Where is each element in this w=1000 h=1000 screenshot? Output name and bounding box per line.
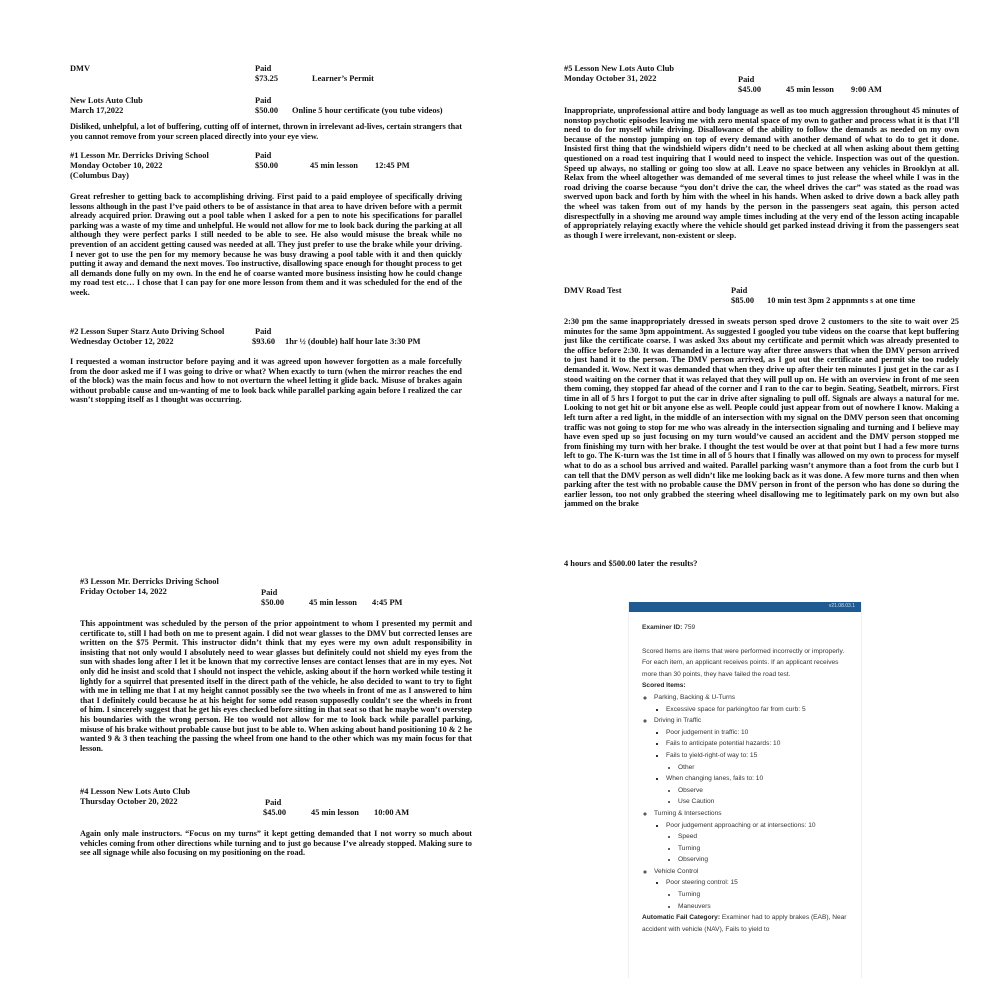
lesson1-paid: Paid	[255, 151, 272, 160]
scored-items-heading: Scored Items:	[642, 682, 686, 690]
lesson4-paid: Paid	[265, 798, 282, 807]
examiner-id-label: Examiner ID:	[642, 624, 683, 631]
lesson2-desc: 1hr ½ (double) half hour late 3:30 PM	[285, 337, 421, 346]
examiner-id-value: 759	[684, 624, 696, 631]
scored-subitem: • Use Caution	[678, 796, 849, 808]
lesson1-note: Great refresher to getting back to accomplishing driving. First paid to a paid employee of specifically driving lessons although in the past I’ve paid others to be of assistance in that area to have driven before with a permit already acquired prior. Drawing out a pool table when I asked for a pen to note his specifications for parallel parking was a waste of my time and unhelpful. He would not allow for me to look back during the parking at all although they were perfect parks I still needed to be able to see. He also would misuse the break while no prevention of an accident getting caused was needed at all. They just prefer to use the brake while your driving. I never got to use the pen for my memory because he was busy drawing a pool table with it and then quickly putting it away and demand the next moves. Too instructive, disallowing space enough for thought process to get all demands done fully on my own. In the end he of coarse wanted more business insisting how he could change my road test etc… I chose that I can pay for one more lesson from them and it was scheduled for the end of the week.	[70, 192, 462, 297]
scored-categories-list	[642, 692, 849, 912]
scored-item-label: Fails to yield-right-of way to: 15	[666, 751, 758, 759]
document-page-3	[30, 490, 492, 975]
lesson3-amount: $50.00	[261, 598, 285, 607]
scored-subitem: • Other	[678, 762, 849, 774]
lesson4-note: Again only male instructors. “Focus on my turns” it kept getting demanded that I not worry so much about vehicles coming from other directions while turning and to just go because I’ve already stopped. Making sure to see all signage while also focusing on my positioning on the road.	[80, 829, 472, 858]
scored-subitem: • Speed	[678, 831, 849, 843]
lesson5-date: Monday October 31, 2022	[564, 74, 657, 83]
lesson4-desc: 45 min lesson	[311, 808, 359, 817]
screenshot-body	[629, 612, 861, 935]
lesson3-date: Friday October 14, 2022	[80, 587, 167, 596]
closing-line: 4 hours and $500.00 later the results?	[564, 559, 698, 568]
scored-item: ▪ Fails to anticipate potential hazards: 10	[666, 738, 849, 750]
lesson1-amount: $50.00	[255, 161, 279, 170]
category-label: Driving in Traffic	[654, 717, 702, 725]
scored-subitem: • Observe	[678, 785, 849, 797]
document-page-2	[505, 40, 975, 585]
lesson1-date: Monday October 10, 2022	[70, 161, 163, 170]
road-test-label: DMV Road Test	[564, 286, 622, 295]
examiner-id	[642, 622, 849, 634]
newlots-label: New Lots Auto Club	[70, 96, 143, 105]
screenshot-header-bar	[629, 602, 861, 612]
dmv-label: DMV	[70, 64, 91, 73]
dmv-amount: $73.25	[255, 74, 279, 83]
scored-subitem: • Maneuvers	[678, 901, 849, 913]
lesson1-desc: 45 min lesson	[310, 161, 358, 170]
newlots-paid: Paid	[255, 96, 272, 105]
lesson1-time: 12:45 PM	[375, 161, 410, 170]
category-label: Parking, Backing & U-Turns	[654, 693, 736, 701]
scored-subitem: • Turning	[678, 889, 849, 901]
document-page-1	[42, 40, 482, 485]
lesson4-date: Thursday October 20, 2022	[80, 797, 178, 806]
lesson2-amount: $93.60	[252, 337, 276, 346]
lesson4-time: 10:00 AM	[374, 808, 410, 817]
category-item	[654, 692, 849, 715]
lesson3-time: 4:45 PM	[372, 598, 403, 607]
category-label: Turning & Intersections	[654, 809, 722, 817]
scored-item-label: When changing lanes, fails to: 10	[666, 775, 764, 783]
newlots-desc: Online 5 hour certificate (you tube videos)	[292, 106, 443, 115]
lesson5-amount: $45.00	[738, 85, 762, 94]
lesson4-label: #4 Lesson New Lots Auto Club	[80, 787, 191, 796]
lesson2-date: Wednesday October 12, 2022	[70, 337, 174, 346]
scored-item	[666, 820, 849, 866]
dmv-paid: Paid	[255, 64, 272, 73]
scored-item	[666, 750, 849, 773]
lesson3-paid: Paid	[261, 588, 278, 597]
lesson2-note: I requested a woman instructor before paying and it was agreed upon however forgotten as a male forcefully from the door asked me if I was going to drive or what? When exactly to turn (when the mirror reaches the end of the block) was the main focus and how to not overturn the wheel letting it glide back. Misuse of brakes again without probable cause and un-wanting of me to look back while parallel parking again before I realized the car wasn’t stopping itself as I thought was occurring.	[70, 357, 462, 405]
lesson5-time: 9:00 AM	[851, 85, 882, 94]
scored-item	[666, 877, 849, 912]
lesson3-label: #3 Lesson Mr. Derricks Driving School	[80, 577, 219, 586]
automatic-fail-text: Examiner had to apply brakes (EAB), Near accident with vehicle (NAV), Fails to yield to	[642, 914, 847, 933]
lesson1-label: #1 Lesson Mr. Derricks Driving School	[70, 151, 209, 160]
category-item	[654, 715, 849, 808]
version-label: v21.08.03.1	[828, 603, 855, 609]
lesson5-note: Inappropriate, unprofessional attire and body language as well as too much aggression throughout 45 minutes of nonstop psychotic episodes leaving me with zero mental space of my own to gather and process what it is that I’ll need to do for myself while driving. Disallowance of the ability to follow the demands as needed on my own because of the nonstop jumping on top of every demand with another demand of what to do to get it done. Insisted first thing that the windshield wipers didn’t need to be checked at all when asking about them getting questioned on a road test inquiring that I would need to inspect the vehicle. Inspection was out of the question. Speed up always, no stalling or going too slow at all. Leave no space between any vehicles in Brooklyn at all. Relax from the wheel altogether was demanded of me several times to just release the wheel while I was in the road driving the coarse because “you don’t drive the car, the wheel drives the car” was stated as the road was swerved upon back and forth by him with the wheel in his hands. When asked to drive down a back alley path the wheel was taken from out of my hands by the person in the passengers seat again, this person acted disrespectfully in a shoving me around way ample times including at the very end of the lesson acting incapable of appropriately relaying exactly where the vehicle should get parked instead driving it from the passengers seat as though I were irrelevant, non-existent or sleep.	[564, 106, 959, 240]
scored-item: ▪ Excessive space for parking/too far from curb: 5	[666, 704, 849, 716]
road-test-paid: Paid	[731, 286, 748, 295]
road-test-desc: 10 min test 3pm 2 appnmnts s at one time	[767, 296, 916, 305]
road-test-amount: $85.00	[731, 296, 755, 305]
lesson2-paid: Paid	[255, 327, 272, 336]
scored-item-label: Poor judgement approaching or at intersections: 10	[666, 821, 816, 829]
road-test-results-screenshot	[628, 602, 862, 978]
automatic-fail-section	[642, 912, 849, 935]
lesson3-desc: 45 min lesson	[309, 598, 357, 607]
category-label: Vehicle Control	[654, 867, 699, 875]
automatic-fail-label: Automatic Fail Category:	[642, 914, 721, 922]
category-item	[654, 808, 849, 866]
category-item	[654, 866, 849, 912]
newlots-amount: $50.00	[255, 106, 279, 115]
lesson4-amount: $45.00	[263, 808, 287, 817]
lesson5-desc: 45 min lesson	[786, 85, 834, 94]
scored-item-label: Poor steering control: 15	[666, 879, 738, 887]
scored-item: ▪ Poor judgement in traffic: 10	[666, 727, 849, 739]
scored-items-intro: Scored Items are items that were performed incorrectly or improperly. For each item, an applicant receives points. If an applicant receives more than 30 points, they have failed the road test.	[642, 647, 845, 678]
scored-subitem: • Turning	[678, 843, 849, 855]
scored-subitem: • Observing	[678, 854, 849, 866]
lesson5-paid: Paid	[738, 75, 755, 84]
lesson5-label: #5 Lesson New Lots Auto Club	[564, 64, 675, 73]
dmv-desc: Learner’s Permit	[312, 74, 374, 83]
road-test-note: 2:30 pm the same inappropriately dressed in sweats person sped drove 2 customers to the site to wait over 25 minutes for the same 3pm appointment. As suggested I googled you tube videos on the coarse that kept buffering just like the certificate coarse. I was asked 3xs about my certificate and permit which was already presented to the office before 2:30. It was demanded in a lecture way after three answers that when the DMV person arrived to just hand it to the person. The DMV person arrived, as I got out the certificate and permit she too rudely demanded it. Wow. Next it was demanded that when they drive up after their ten minutes I just get in the car as I stood waiting on the corner that it was relayed that they will pull up on. He with an overview in front of me seen them coming, they stopped far ahead of the corner and I ran to the car to begin. Seating, Seatbelt, mirrors. First time in all of 5 hrs I forgot to put the car in drive after signaling to pull off. Signals are always a natural for me. Looking to not get hit or bit anyone else as well. People could just appear from out of nowhere I know. Making a left turn after a red light, in the middle of an intersection with my signal on the DMV person seen that oncoming traffic was not going to stop for me who was already in the intersection signaling and turning and I believe may have even sped up so just focusing on my turn would’ve caused an accident and the DMV person stopped me from finishing my turn with her brake. I thought the test would be over at that point but I had a few more turns left to go. The K-turn was the 1st time in all of 5 hours that I finally was allowed on my own to process for myself what to do as a school bus arrived and waited. Parallel parking wasn’t anymore than a foot from the curb but I can tell that the DMV person as well didn’t like me looking back as it was done. A few more turns and then when parking after the test with no probable cause the DMV person in front of the person who has done so during the earlier lesson, too not only grabbed the steering wheel disallowing me to legitimately park on my own but also jammed on the brake	[564, 317, 959, 509]
lesson2-label: #2 Lesson Super Starz Auto Driving School	[70, 327, 225, 336]
lesson1-holiday: (Columbus Day)	[70, 171, 129, 180]
newlots-date: March 17,2022	[70, 106, 124, 115]
scored-item	[666, 773, 849, 808]
newlots-note: Disliked, unhelpful, a lot of buffering, cutting off of internet, thrown in irrelevant ad-lives, certain strangers that you cannot remove from your screen placed directly into your eye view.	[70, 122, 462, 141]
lesson3-note: This appointment was scheduled by the person of the prior appointment to whom I presented my permit and certificate to, still I had both on me to present again. I did not wear glasses to the DMV but corrected lenses are written on the $75 Permit. This instructor didn’t think that my eyes were my own adult responsibility in insisting that not only would I absolutely need to wear glasses but definitely could not shield my eyes from the sun with shades long after I let it be known that my corrective lenses are contact lenses that are in my eyes. Not only did he insist and scold that I should not inspect the vehicle, asking about if the horn worked while testing it lightly for a squirrel that presented itself in the direct path of the vehicle, he also decided to want to try to fight with me in telling me that I at my height cannot possibly see the two wheels in front of me as I answered to him that I definitely could because he at his height for some odd reason supposedly couldn’t see the wheels in front of him. I sincerely suggest that he get his eyes checked before sitting in that seat so that he maybe won’t overstep his boundaries with the wrong person. He too would not allow for me to look back while parallel parking, misuse of his brake without probable cause but just to be able to. When asking about hand positioning 10 & 2 he wanted 9 & 3 then teaching the passing the wheel from one hand to the other which was my main focus for that lesson.	[80, 619, 472, 753]
